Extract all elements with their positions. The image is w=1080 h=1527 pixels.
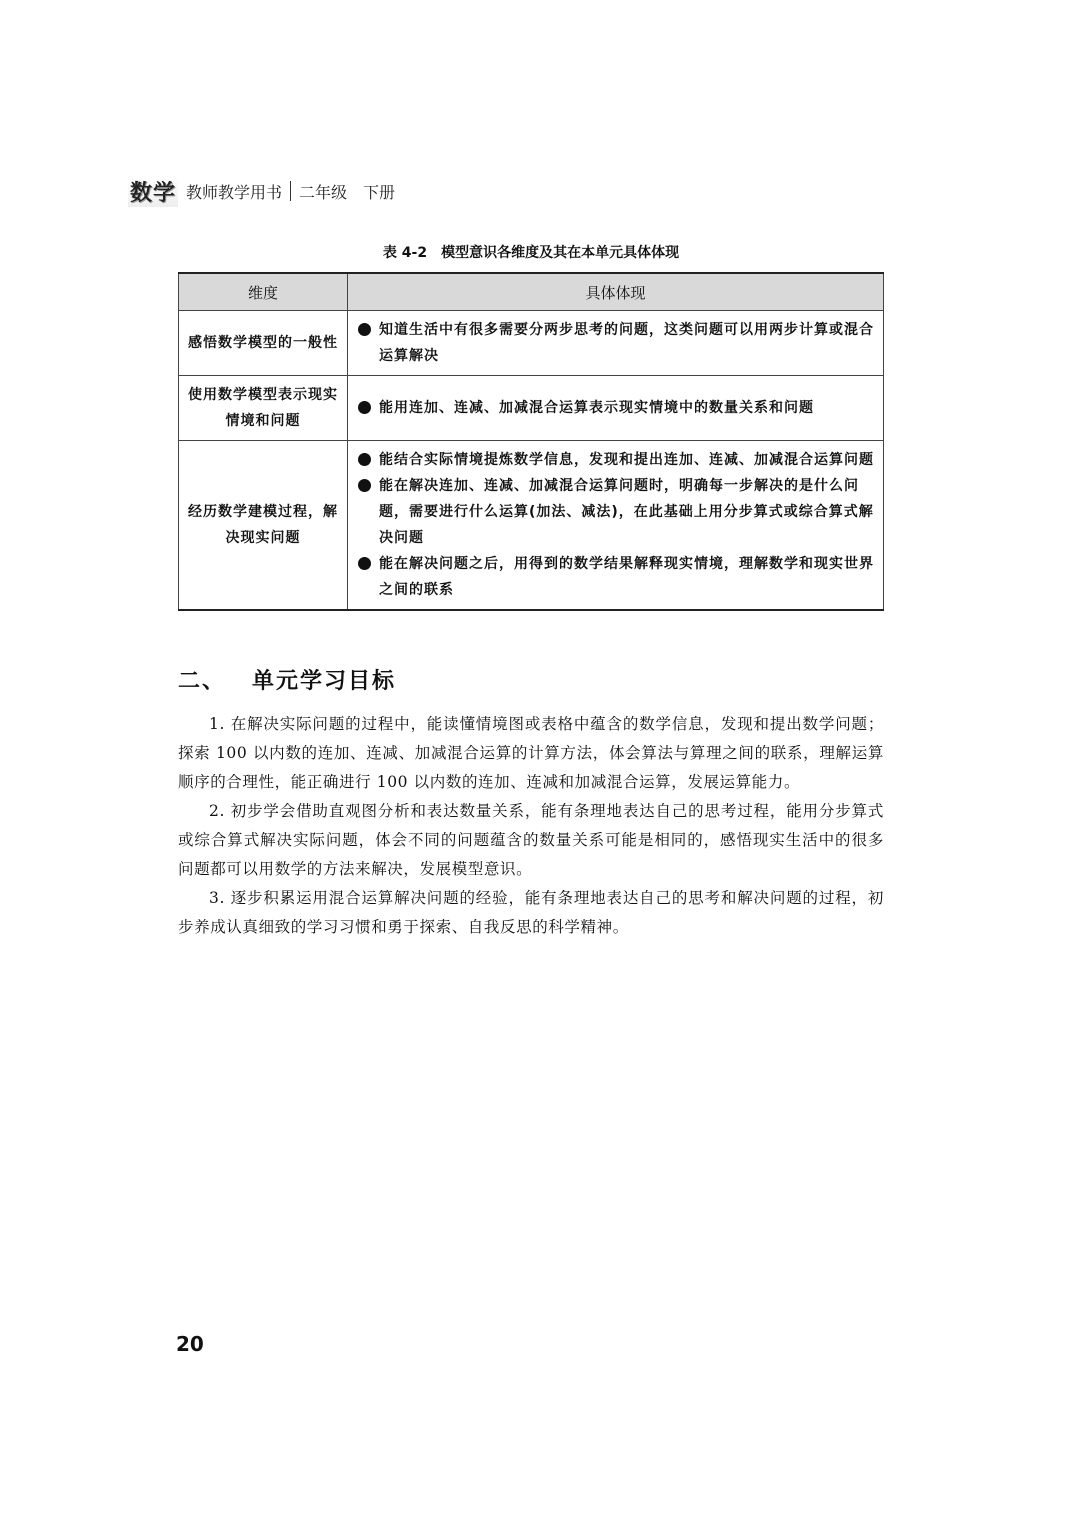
dimension-text: 经历数学建模过程，解决现实问题 [188,504,338,546]
dimension-text: 使用数学模型表示现实情境和问题 [188,387,338,429]
dimension-table [178,272,884,611]
list-item-text: 能在解决连加、连减、加减混合运算问题时，明确每一步解决的是什么问题，需要进行什么运算(加法、减法)，在此基础上用分步算式或综合算式解决问题 [379,478,874,546]
section-title: 单元学习目标 [252,669,397,694]
bullet-dot-icon [358,557,371,570]
book-title: 教师教学用书 [186,182,283,202]
table-row [179,441,884,611]
bullet-dot-icon [358,401,371,414]
table-caption: 表 4-2 模型意识各维度及其在本单元具体体现 [382,245,680,261]
dimension-cell [179,376,348,441]
page-number: 20 [176,1332,204,1356]
section-number: 二、 [178,669,227,694]
manifestation-cell [348,376,884,441]
manifestation-cell [348,441,884,611]
dimension-cell [179,311,348,376]
list-item-text: 能在解决问题之后，用得到的数学结果解释现实情境，理解数学和现实世界之间的联系 [379,556,874,598]
list-item [358,317,875,369]
list-item-text: 能结合实际情境提炼数学信息，发现和提出连加、连减、加减混合运算问题 [379,452,874,468]
dimension-cell [179,441,348,611]
bullet-dot-icon [358,479,371,492]
list-item [358,447,875,473]
list-item-text: 能用连加、连减、加减混合运算表示现实情境中的数量关系和问题 [379,400,814,416]
running-header [128,176,395,206]
bullet-dot-icon [358,453,371,466]
column-header-manifestation: 具体体现 [348,273,884,311]
list-item [358,551,875,603]
list-item-text: 知道生活中有很多需要分两步思考的问题，这类问题可以用两步计算或混合运算解决 [379,322,874,364]
header-divider [290,181,291,201]
bullet-dot-icon [358,323,371,336]
table-row [179,376,884,441]
paragraph: 1. 在解决实际问题的过程中，能读懂情境图或表格中蕴含的数学信息，发现和提出数学问题；探索 100 以内数的连加、连减、加减混合运算的计算方法，体会算法与算理之间的联系，理解运算顺序的合理性，能正确进行 100 以内数的连加、连减和加减混合运算，发展运算能力。 [178,715,884,791]
table-header-row [179,273,884,311]
paragraph: 3. 逐步积累运用混合运算解决问题的经验，能有条理地表达自己的思考和解决问题的过程，初步养成认真细致的学习习惯和勇于探索、自我反思的科学精神。 [178,889,884,936]
list-item [358,473,875,551]
dimension-text: 感悟数学模型的一般性 [188,335,338,351]
column-header-dimension: 维度 [179,273,348,311]
brand-logo: 数学 [128,176,178,207]
objectives-body [178,710,884,942]
list-item [358,395,875,421]
section-heading [178,664,396,695]
table-row [179,311,884,376]
manifestation-cell [348,311,884,376]
paragraph: 2. 初步学会借助直观图分析和表达数量关系，能有条理地表达自己的思考过程，能用分步算式或综合算式解决实际问题，体会不同的问题蕴含的数量关系可能是相同的，感悟现实生活中的很多问题都可以用数学的方法来解决，发展模型意识。 [178,802,884,878]
grade-label: 二年级 下册 [299,182,396,202]
